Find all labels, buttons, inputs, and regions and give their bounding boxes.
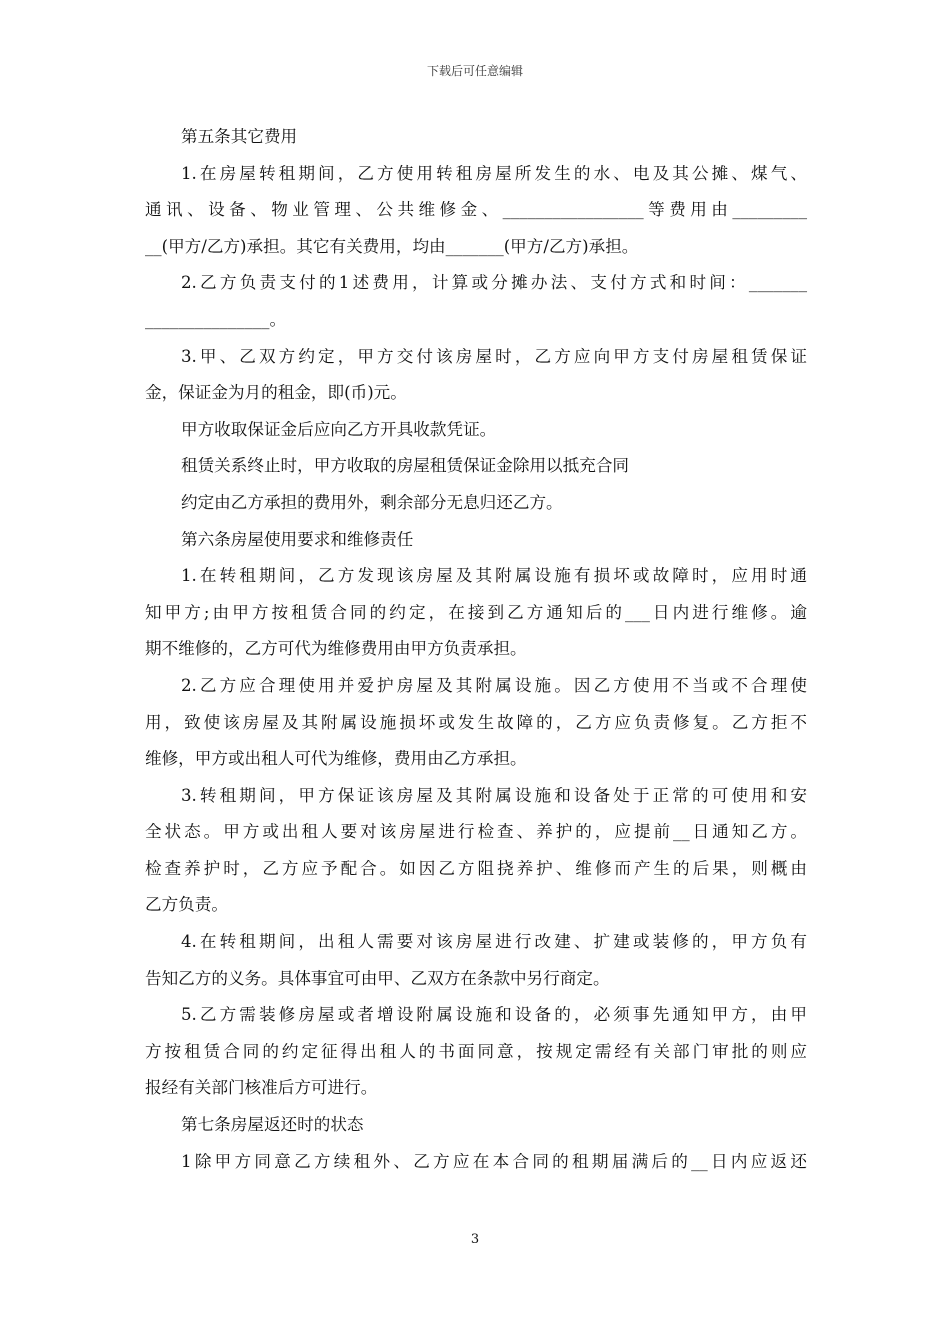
page-header-note: 下载后可任意编辑 (426, 64, 523, 78)
paragraph-line: 3.甲、乙双方约定，甲方交付该房屋时，乙方应向甲方支付房屋租赁保证 (181, 346, 807, 366)
paragraph-line: 期不维修的，乙方可代为维修费用由甲方负责承担。 (145, 639, 527, 659)
paragraph-line: 知甲方;由甲方按租赁合同的约定，在接到乙方通知后的___日内进行维修。逾 (145, 602, 807, 622)
section-heading-5: 第五条其它费用 (181, 127, 298, 146)
paragraph-line: 2.乙方应合理使用并爱护房屋及其附属设施。因乙方使用不当或不合理使 (181, 675, 807, 695)
paragraph-line: 通讯、设备、物业管理、公共维修金、_________________等费用由_________ (145, 200, 807, 220)
paragraph-line: 5.乙方需装修房屋或者增设附属设施和设备的，必须事先通知甲方，由甲 (181, 1005, 807, 1025)
paragraph-line: 金，保证金为月的租金，即(币)元。 (145, 383, 407, 403)
paragraph-line: 全状态。甲方或出租人要对该房屋进行检查、养护的，应提前__日通知乙方。 (145, 822, 807, 842)
paragraph-line: _______________。 (145, 309, 287, 329)
paragraph-line: 2.乙方负责支付的1述费用，计算或分摊办法、支付方式和时间：_______ (181, 273, 807, 293)
paragraph-line: 甲方收取保证金后应向乙方开具收款凭证。 (181, 419, 497, 439)
paragraph-line: 1除甲方同意乙方续租外、乙方应在本合同的租期届满后的__日内应返还 (181, 1151, 807, 1171)
paragraph-line: 4.在转租期间，出租人需要对该房屋进行改建、扩建或装修的，甲方负有 (181, 932, 807, 952)
document-body (145, 119, 807, 1180)
paragraph-line: 方按租赁合同的约定征得出租人的书面同意，按规定需经有关部门审批的则应 (145, 1041, 807, 1061)
paragraph-line: 告知乙方的义务。具体事宜可由甲、乙双方在条款中另行商定。 (145, 968, 610, 988)
paragraph-line: 租赁关系终止时，甲方收取的房屋租赁保证金除用以抵充合同 (181, 456, 630, 476)
paragraph-line: 报经有关部门核准后方可进行。 (145, 1078, 378, 1098)
paragraph-line: 3.转租期间，甲方保证该房屋及其附属设施和设备处于正常的可使用和安 (181, 785, 807, 805)
page-number: 3 (470, 1232, 480, 1247)
paragraph-line: 用，致使该房屋及其附属设施损坏或发生故障的，乙方应负责修复。乙方拒不 (145, 712, 807, 732)
section-heading-6: 第六条房屋使用要求和维修责任 (181, 529, 414, 549)
paragraph-line: 检查养护时，乙方应予配合。如因乙方阻挠养护、维修而产生的后果，则概由 (145, 858, 807, 878)
paragraph-line: 1.在房屋转租期间，乙方使用转租房屋所发生的水、电及其公摊、煤气、 (181, 163, 807, 183)
paragraph-line: 约定由乙方承担的费用外，剩余部分无息归还乙方。 (181, 492, 563, 512)
paragraph-line: 乙方负责。 (145, 895, 228, 915)
section-heading-7: 第七条房屋返还时的状态 (181, 1115, 364, 1135)
paragraph-line: __(甲方/乙方)承担。其它有关费用，均由_______(甲方/乙方)承担。 (145, 236, 639, 256)
paragraph-line: 维修，甲方或出租人可代为维修，费用由乙方承担。 (145, 749, 527, 769)
paragraph-line: 1.在转租期间，乙方发现该房屋及其附属设施有损坏或故障时，应用时通 (181, 566, 807, 586)
